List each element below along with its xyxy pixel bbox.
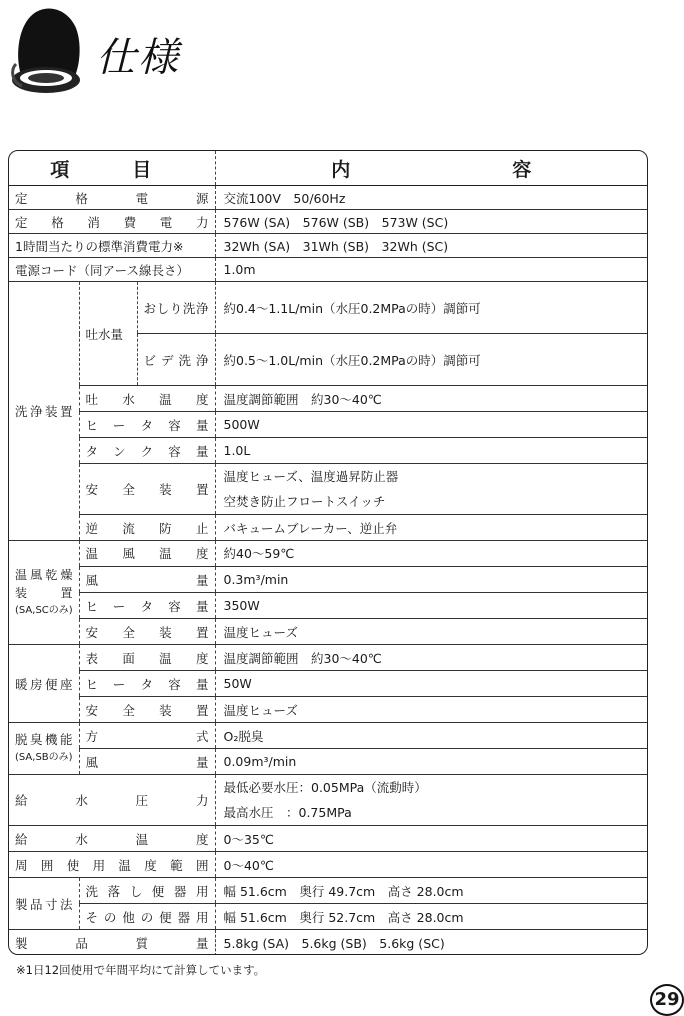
- row-value: 576W (SA) 576W (SB) 573W (SC): [215, 210, 647, 234]
- toilet-seat-icon: [6, 4, 86, 96]
- row-label: 給水温度: [9, 826, 215, 852]
- footnote: ※1日12回使用で年間平均にて計算しています。: [16, 963, 266, 977]
- row-value: 0.3m³/min: [215, 567, 647, 593]
- table-row: [9, 852, 647, 878]
- row-label: 風量: [79, 567, 215, 593]
- row-label: おしり洗浄: [137, 282, 215, 334]
- row-label: 定格消費電力: [9, 210, 215, 234]
- group-label-size: 製品寸法: [9, 878, 79, 930]
- table-row: [9, 775, 647, 826]
- row-value: 32Wh (SA) 31Wh (SB) 32Wh (SC): [215, 234, 647, 258]
- row-value: 約40〜59℃: [215, 541, 647, 567]
- row-label: 定格電源: [9, 186, 215, 210]
- table-row: [9, 619, 647, 645]
- table-row: [9, 464, 647, 515]
- sub-group-label-spout: 吐水量: [79, 282, 137, 386]
- row-label: 方式: [79, 723, 215, 749]
- row-label: ヒータ容量: [79, 593, 215, 619]
- row-value: 0〜40℃: [215, 852, 647, 878]
- table-row: [9, 878, 647, 904]
- table-row: [9, 723, 647, 749]
- row-value: 温度ヒューズ: [215, 697, 647, 723]
- row-label: 安全装置: [79, 697, 215, 723]
- row-label: ヒータ容量: [79, 412, 215, 438]
- row-value: 最低必要水圧：0.05MPa（流動時） 最高水圧 ：0.75MPa: [215, 775, 647, 826]
- row-label: 温風温度: [79, 541, 215, 567]
- row-value: 交流100V 50/60Hz: [215, 186, 647, 210]
- table-row: [9, 258, 647, 282]
- row-value: 0〜35℃: [215, 826, 647, 852]
- table-row: [9, 282, 647, 334]
- row-label: 逆流防止: [79, 515, 215, 541]
- page-title: 仕様: [96, 35, 180, 81]
- row-value: 5.8kg (SA) 5.6kg (SB) 5.6kg (SC): [223, 935, 445, 951]
- table-row: [9, 386, 647, 412]
- row-label: 安全装置: [79, 464, 215, 515]
- row-value: 50W: [215, 671, 647, 697]
- spec-table: [8, 150, 648, 955]
- column-header-item: 項 目: [9, 151, 215, 186]
- table-row: [9, 645, 647, 671]
- group-label-wash: 洗浄装置: [9, 282, 79, 541]
- table-row: [9, 904, 647, 930]
- column-header-content: 内 容: [215, 151, 647, 186]
- row-value: 500W: [215, 412, 647, 438]
- table-row: [9, 593, 647, 619]
- page-number: 29: [650, 984, 684, 1016]
- table-row: [9, 515, 647, 541]
- table-row: [9, 697, 647, 723]
- group-label-seat: 暖房便座: [9, 645, 79, 723]
- table-row: [9, 749, 647, 775]
- row-value: 幅 51.6cm 奥行 52.7cm 高さ 28.0cm: [215, 904, 647, 930]
- row-value: 幅 51.6cm 奥行 49.7cm 高さ 28.0cm: [215, 878, 647, 904]
- row-value: 1.0m: [215, 258, 647, 282]
- row-label: ヒータ容量: [79, 671, 215, 697]
- row-value: 0.09m³/min: [215, 749, 647, 775]
- row-label: 周囲使用温度範囲: [9, 852, 215, 878]
- row-label: その他の便器用: [79, 904, 215, 930]
- row-value: バキュームブレーカー、逆止弁: [215, 515, 647, 541]
- row-value: 温度調節範囲 約30〜40℃: [215, 645, 647, 671]
- row-value: 温度ヒューズ、温度過昇防止器 空焚き防止フロートスイッチ: [215, 464, 647, 515]
- row-label: ビデ洗浄: [137, 334, 215, 386]
- group-label-deodor: 脱臭機能 (SA,SBのみ): [9, 723, 79, 775]
- table-row: [9, 186, 647, 210]
- table-row: [9, 412, 647, 438]
- table-row: [9, 234, 647, 258]
- row-label: 電源コード（同アース線長さ）: [9, 258, 215, 282]
- table-row: [9, 541, 647, 567]
- row-value: 温度調節範囲 約30〜40℃: [215, 386, 647, 412]
- row-label: 吐水温度: [79, 386, 215, 412]
- table-row: [9, 930, 647, 956]
- table-row: [9, 671, 647, 697]
- table-row: [9, 438, 647, 464]
- row-value: 温度ヒューズ: [215, 619, 647, 645]
- row-value: O₂脱臭: [215, 723, 647, 749]
- row-value: 約0.4〜1.1L/min（水圧0.2MPaの時）調節可: [215, 282, 647, 334]
- table-row: [9, 210, 647, 234]
- table-row: [9, 567, 647, 593]
- table-row: [9, 826, 647, 852]
- row-label: 表面温度: [79, 645, 215, 671]
- row-value: 1.0L: [215, 438, 647, 464]
- row-value: 350W: [215, 593, 647, 619]
- row-label: 製品質量: [9, 930, 215, 956]
- row-label: 給水圧力: [9, 775, 215, 826]
- table-header: [9, 151, 647, 186]
- row-label: タンク容量: [79, 438, 215, 464]
- row-label: 洗落し便器用: [79, 878, 215, 904]
- row-value: 約0.5〜1.0L/min（水圧0.2MPaの時）調節可: [215, 334, 647, 386]
- row-label: 1時間当たりの標準消費電力※: [9, 234, 215, 258]
- group-label-dryer: 温風乾燥 装 置 (SA,SCのみ): [9, 541, 79, 645]
- row-label: 安全装置: [79, 619, 215, 645]
- row-label: 風量: [79, 749, 215, 775]
